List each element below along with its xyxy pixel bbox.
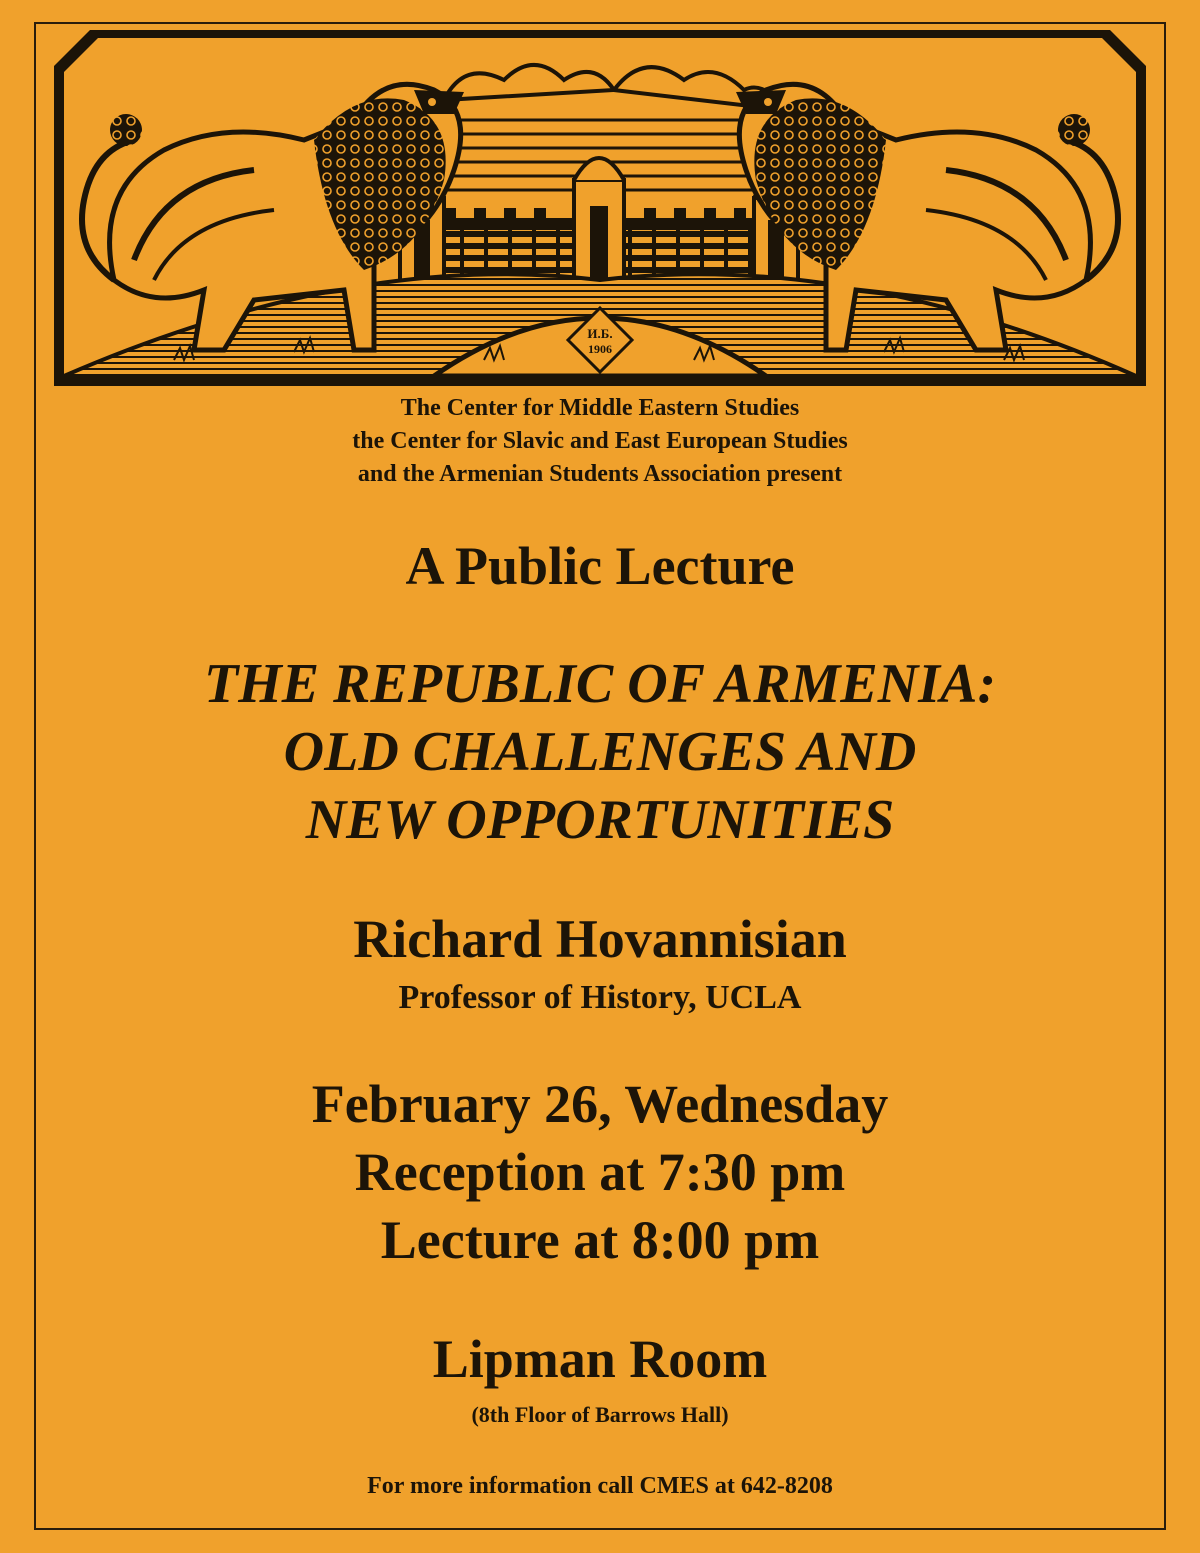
lecture-title bbox=[0, 650, 1200, 854]
venue-location: (8th Floor of Barrows Hall) bbox=[471, 1402, 729, 1427]
presenter-line: and the Armenian Students Association present bbox=[357, 461, 843, 487]
reception-time: Reception at 7:30 pm bbox=[354, 1142, 846, 1202]
contact-info: For more information call CMES at 642-8208 bbox=[367, 1473, 833, 1499]
speaker-name: Richard Hovannisian bbox=[353, 909, 847, 969]
event-type: A Public Lecture bbox=[405, 536, 795, 596]
presenting-organizations bbox=[0, 392, 1200, 491]
banner-woodcut bbox=[54, 30, 1146, 386]
speaker-affiliation: Professor of History, UCLA bbox=[398, 979, 802, 1016]
lions-and-fortress-illustration bbox=[54, 30, 1146, 386]
presenter-line: The Center for Middle Eastern Studies bbox=[400, 395, 800, 421]
venue-room: Lipman Room bbox=[432, 1329, 768, 1389]
lecture-title-line: OLD CHALLENGES AND bbox=[283, 721, 917, 783]
monogram-year: 1906 bbox=[588, 342, 612, 356]
presenter-line: the Center for Slavic and East European Studies bbox=[352, 428, 848, 454]
event-schedule bbox=[0, 1070, 1200, 1274]
monogram-initials: И.Б. bbox=[587, 326, 613, 341]
event-date: February 26, Wednesday bbox=[311, 1074, 889, 1134]
lecture-time: Lecture at 8:00 pm bbox=[380, 1210, 820, 1270]
lecture-title-line: NEW OPPORTUNITIES bbox=[305, 789, 895, 851]
lecture-title-line: THE REPUBLIC OF ARMENIA: bbox=[204, 653, 996, 715]
